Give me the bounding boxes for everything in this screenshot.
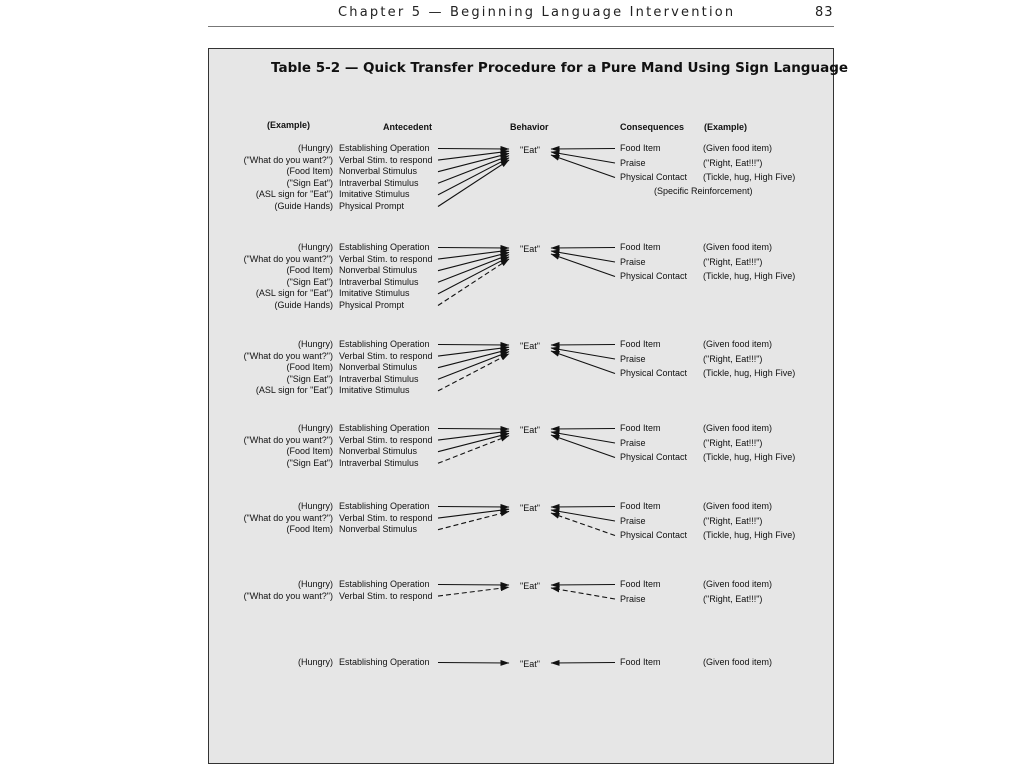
antecedent-example: ("What do you want?") bbox=[243, 350, 333, 361]
antecedent-label: Intraverbal Stimulus bbox=[339, 373, 419, 384]
consequence-arrow bbox=[551, 507, 615, 508]
antecedent-label: Verbal Stim. to respond bbox=[339, 512, 433, 523]
antecedent-label: Nonverbal Stimulus bbox=[339, 446, 418, 457]
consequence-arrow bbox=[551, 429, 615, 430]
consequence-label: Praise bbox=[620, 593, 646, 604]
antecedent-label: Verbal Stim. to respond bbox=[339, 154, 433, 165]
antecedent-example: (Hungry) bbox=[297, 501, 333, 511]
consequence-example: (Given food item) bbox=[703, 423, 773, 433]
antecedent-label: Nonverbal Stimulus bbox=[339, 362, 418, 373]
antecedent-example: (Hungry) bbox=[297, 143, 333, 153]
antecedent-label: Verbal Stim. to respond bbox=[339, 350, 433, 361]
consequence-label: Praise bbox=[620, 157, 646, 168]
antecedent-label: Intraverbal Stimulus bbox=[339, 276, 419, 287]
antecedent-example: ("Sign Eat") bbox=[286, 276, 333, 287]
consequence-arrow bbox=[551, 155, 615, 178]
consequence-arrow bbox=[551, 152, 615, 163]
consequence-arrow bbox=[551, 588, 615, 599]
antecedent-label: Intraverbal Stimulus bbox=[339, 457, 419, 468]
consequence-example: (Given food item) bbox=[703, 657, 773, 667]
consequence-arrow bbox=[551, 513, 615, 536]
consequence-arrow bbox=[551, 348, 615, 359]
antecedent-example: (Hungry) bbox=[297, 242, 333, 252]
antecedent-example: ("What do you want?") bbox=[243, 512, 333, 523]
behavior-eat: "Eat" bbox=[520, 503, 540, 513]
antecedent-arrow bbox=[438, 663, 509, 664]
consequence-label: Praise bbox=[620, 515, 646, 526]
antecedent-label: Establishing Operation bbox=[339, 501, 430, 511]
consequence-label: Physical Contact bbox=[620, 271, 688, 281]
consequence-label: Physical Contact bbox=[620, 172, 688, 182]
antecedent-example: (Food Item) bbox=[286, 362, 333, 373]
consequence-arrow bbox=[551, 251, 615, 262]
antecedent-example: (Hungry) bbox=[297, 423, 333, 433]
antecedent-example: (Hungry) bbox=[297, 339, 333, 349]
antecedent-label: Verbal Stim. to respond bbox=[339, 434, 433, 445]
column-head-example-left: (Example) bbox=[267, 120, 311, 130]
figure-box bbox=[208, 48, 849, 764]
consequence-arrow bbox=[551, 663, 615, 664]
antecedent-arrow bbox=[438, 585, 509, 586]
arrows-layer bbox=[209, 49, 833, 763]
antecedent-arrow bbox=[438, 248, 509, 249]
consequence-label: Praise bbox=[620, 256, 646, 267]
antecedent-example: (Food Item) bbox=[286, 265, 333, 276]
antecedent-example: (Hungry) bbox=[297, 579, 333, 589]
antecedent-arrow bbox=[438, 259, 509, 306]
antecedent-label: Establishing Operation bbox=[339, 242, 430, 252]
consequence-label: Physical Contact bbox=[620, 368, 688, 378]
antecedent-example: (ASL sign for "Eat") bbox=[255, 189, 333, 200]
consequence-label: Food Item bbox=[620, 143, 661, 153]
behavior-eat: "Eat" bbox=[520, 659, 540, 669]
antecedent-arrow bbox=[438, 354, 509, 391]
antecedent-label: Physical Prompt bbox=[339, 201, 405, 211]
antecedent-arrow bbox=[438, 149, 509, 150]
behavior-eat: "Eat" bbox=[520, 145, 540, 155]
antecedent-example: ("What do you want?") bbox=[243, 253, 333, 264]
antecedent-arrow bbox=[438, 158, 509, 195]
header-rule bbox=[208, 26, 834, 27]
consequence-arrow bbox=[551, 432, 615, 443]
consequence-example: (Given food item) bbox=[703, 339, 773, 349]
antecedent-example: ("Sign Eat") bbox=[286, 177, 333, 188]
consequence-example: (Given food item) bbox=[703, 242, 773, 252]
consequence-example: (Given food item) bbox=[703, 501, 773, 511]
behavior-eat: "Eat" bbox=[520, 581, 540, 591]
antecedent-example: (Food Item) bbox=[286, 166, 333, 177]
consequence-arrow bbox=[551, 351, 615, 374]
antecedent-label: Establishing Operation bbox=[339, 339, 430, 349]
antecedent-example: ("What do you want?") bbox=[243, 434, 333, 445]
antecedent-label: Imitative Stimulus bbox=[339, 189, 410, 200]
column-head-consequences: Consequences bbox=[620, 122, 685, 132]
behavior-eat: "Eat" bbox=[520, 341, 540, 351]
column-head-behavior: Behavior bbox=[510, 122, 549, 132]
consequence-label: Food Item bbox=[620, 579, 661, 589]
behavior-eat: "Eat" bbox=[520, 244, 540, 254]
column-head-example-right: (Example) bbox=[704, 122, 748, 132]
antecedent-label: Nonverbal Stimulus bbox=[339, 166, 418, 177]
consequence-arrow bbox=[551, 585, 615, 586]
consequence-label: Food Item bbox=[620, 657, 661, 667]
consequence-example: ("Right, Eat!!!") bbox=[703, 515, 763, 526]
antecedent-label: Establishing Operation bbox=[339, 423, 430, 433]
consequence-example: (Given food item) bbox=[703, 579, 773, 589]
antecedent-example: (ASL sign for "Eat") bbox=[255, 385, 333, 396]
antecedent-example: (Food Item) bbox=[286, 446, 333, 457]
antecedent-example: ("Sign Eat") bbox=[286, 373, 333, 384]
consequence-arrow bbox=[551, 248, 615, 249]
antecedent-example: (Hungry) bbox=[297, 657, 333, 667]
consequence-example: (Tickle, hug, High Five) bbox=[703, 530, 796, 540]
antecedent-example: (Food Item) bbox=[286, 524, 333, 535]
antecedent-example: ("What do you want?") bbox=[243, 154, 333, 165]
consequence-label: Food Item bbox=[620, 423, 661, 433]
antecedent-arrow bbox=[438, 587, 509, 596]
consequence-label: Food Item bbox=[620, 501, 661, 511]
antecedent-label: Physical Prompt bbox=[339, 300, 405, 310]
antecedent-example: ("Sign Eat") bbox=[286, 457, 333, 468]
antecedent-label: Nonverbal Stimulus bbox=[339, 265, 418, 276]
antecedent-label: Imitative Stimulus bbox=[339, 385, 410, 396]
antecedent-arrow bbox=[438, 257, 509, 294]
consequence-label: Physical Contact bbox=[620, 530, 688, 540]
consequence-arrow bbox=[551, 345, 615, 346]
consequence-example: ("Right, Eat!!!") bbox=[703, 593, 763, 604]
consequence-example: (Tickle, hug, High Five) bbox=[703, 271, 796, 281]
antecedent-label: Establishing Operation bbox=[339, 657, 430, 667]
consequence-arrow bbox=[551, 254, 615, 277]
consequence-label: Praise bbox=[620, 353, 646, 364]
consequence-label: Praise bbox=[620, 437, 646, 448]
antecedent-example: ("What do you want?") bbox=[243, 590, 333, 601]
consequence-example: ("Right, Eat!!!") bbox=[703, 256, 763, 267]
antecedent-arrow bbox=[438, 345, 509, 346]
antecedent-label: Nonverbal Stimulus bbox=[339, 524, 418, 535]
consequence-arrow bbox=[551, 510, 615, 521]
antecedent-arrow bbox=[438, 509, 509, 518]
consequence-example: ("Right, Eat!!!") bbox=[703, 437, 763, 448]
column-head-antecedent: Antecedent bbox=[383, 122, 433, 132]
consequence-arrow bbox=[551, 149, 615, 150]
antecedent-arrow bbox=[438, 429, 509, 430]
antecedent-example: (Guide Hands) bbox=[274, 201, 333, 211]
table-title: Table 5-2 — Quick Transfer Procedure for a Pure Mand Using Sign Language bbox=[271, 60, 849, 76]
consequence-example: (Tickle, hug, High Five) bbox=[703, 452, 796, 462]
antecedent-arrow bbox=[438, 160, 509, 207]
specific-reinforcement-note: (Specific Reinforcement) bbox=[654, 186, 753, 196]
antecedent-example: (ASL sign for "Eat") bbox=[255, 288, 333, 299]
consequence-example: (Tickle, hug, High Five) bbox=[703, 368, 796, 378]
running-head: Chapter 5 — Beginning Language Intervention bbox=[338, 5, 736, 20]
consequence-example: ("Right, Eat!!!") bbox=[703, 157, 763, 168]
antecedent-example: (Guide Hands) bbox=[274, 300, 333, 310]
consequence-arrow bbox=[551, 435, 615, 458]
antecedent-label: Imitative Stimulus bbox=[339, 288, 410, 299]
antecedent-arrow bbox=[438, 507, 509, 508]
antecedent-label: Verbal Stim. to respond bbox=[339, 253, 433, 264]
consequence-label: Food Item bbox=[620, 339, 661, 349]
antecedent-label: Intraverbal Stimulus bbox=[339, 177, 419, 188]
antecedent-label: Establishing Operation bbox=[339, 579, 430, 589]
consequence-label: Physical Contact bbox=[620, 452, 688, 462]
antecedent-label: Establishing Operation bbox=[339, 143, 430, 153]
consequence-example: (Given food item) bbox=[703, 143, 773, 153]
page-number: 83 bbox=[815, 5, 834, 20]
behavior-eat: "Eat" bbox=[520, 425, 540, 435]
consequence-example: (Tickle, hug, High Five) bbox=[703, 172, 796, 182]
antecedent-label: Verbal Stim. to respond bbox=[339, 590, 433, 601]
consequence-label: Food Item bbox=[620, 242, 661, 252]
consequence-example: ("Right, Eat!!!") bbox=[703, 353, 763, 364]
